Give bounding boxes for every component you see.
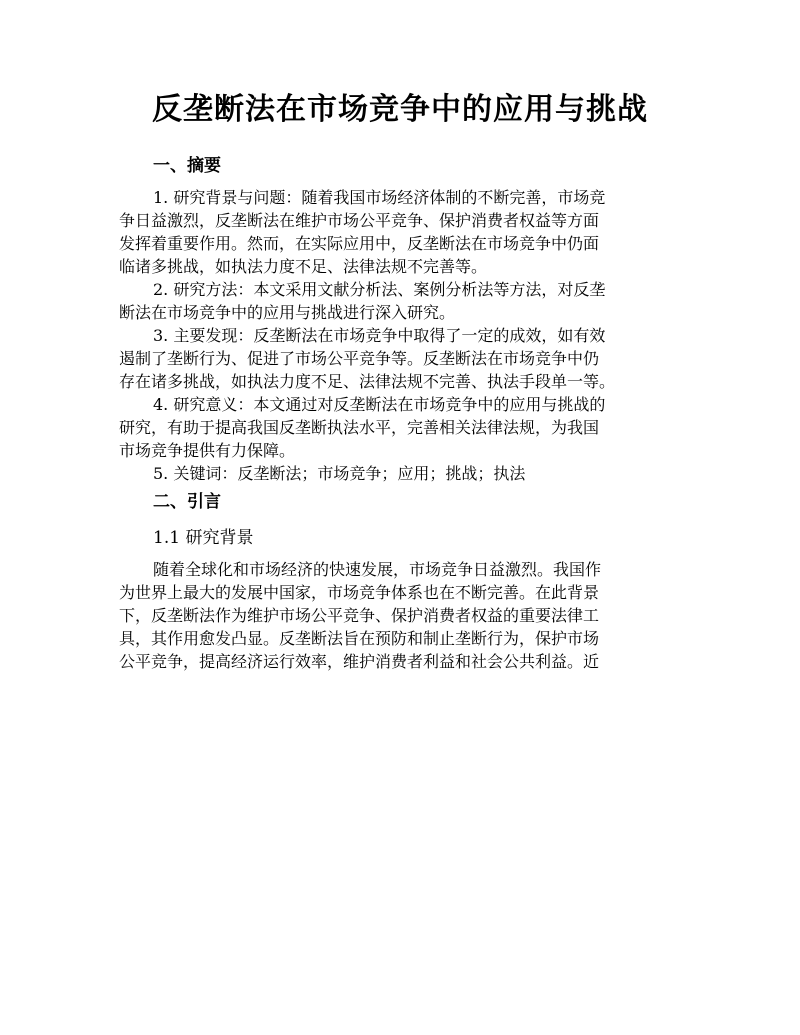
background-paragraph [119,557,679,672]
text-line: 具，其作用愈发凸显。反垄断法旨在预防和制止垄断行为，保护市场 [119,628,600,648]
subsection-heading-background: 1.1 研究背景 [153,528,254,548]
text-line: 公平竞争，提高经济运行效率，维护消费者利益和社会公共利益。近 [119,651,600,671]
text-line: 随着全球化和市场经济的快速发展，市场竞争日益激烈。我国作 [153,559,602,579]
abstract-item-1 [119,185,679,277]
text-line: 3. 主要发现：反垄断法在市场竞争中取得了一定的成效，如有效 [153,325,606,345]
text-line: 市场竞争提供有力保障。 [119,440,296,460]
document-title: 反垄断法在市场竞争中的应用与挑战 [152,92,648,127]
abstract-item-4 [119,392,679,461]
text-line: 为世界上最大的发展中国家，市场竞争体系也在不断完善。在此背景 [119,582,600,602]
text-line: 存在诸多挑战，如执法力度不足、法律法规不完善、执法手段单一等。 [119,371,616,391]
text-line: 断法在市场竞争中的应用与挑战进行深入研究。 [119,302,456,322]
text-line: 遏制了垄断行为、促进了市场公平竞争等。反垄断法在市场竞争中仍 [119,348,600,368]
abstract-item-3 [119,323,679,392]
text-line: 发挥着重要作用。然而，在实际应用中，反垄断法在市场竞争中仍面 [119,233,600,253]
text-line: 下，反垄断法作为维护市场公平竞争、保护消费者权益的重要法律工 [119,605,600,625]
text-line: 1. 研究背景与问题：随着我国市场经济体制的不断完善，市场竞 [153,187,606,207]
section-heading-abstract: 一、摘要 [153,156,221,176]
abstract-item-2 [119,277,679,323]
text-line: 研究，有助于提高我国反垄断执法水平，完善相关法律法规，为我国 [119,417,600,437]
text-line: 2. 研究方法：本文采用文献分析法、案例分析法等方法，对反垄 [153,279,606,299]
text-line: 5. 关键词：反垄断法；市场竞争；应用；挑战；执法 [153,463,526,483]
text-line: 争日益激烈，反垄断法在维护市场公平竞争、保护消费者权益等方面 [119,210,600,230]
text-line: 4. 研究意义：本文通过对反垄断法在市场竞争中的应用与挑战的 [153,394,606,414]
text-line: 临诸多挑战，如执法力度不足、法律法规不完善等。 [119,256,488,276]
abstract-item-5-keywords [119,461,679,484]
section-heading-introduction: 二、引言 [153,491,221,512]
document-body [119,148,679,672]
